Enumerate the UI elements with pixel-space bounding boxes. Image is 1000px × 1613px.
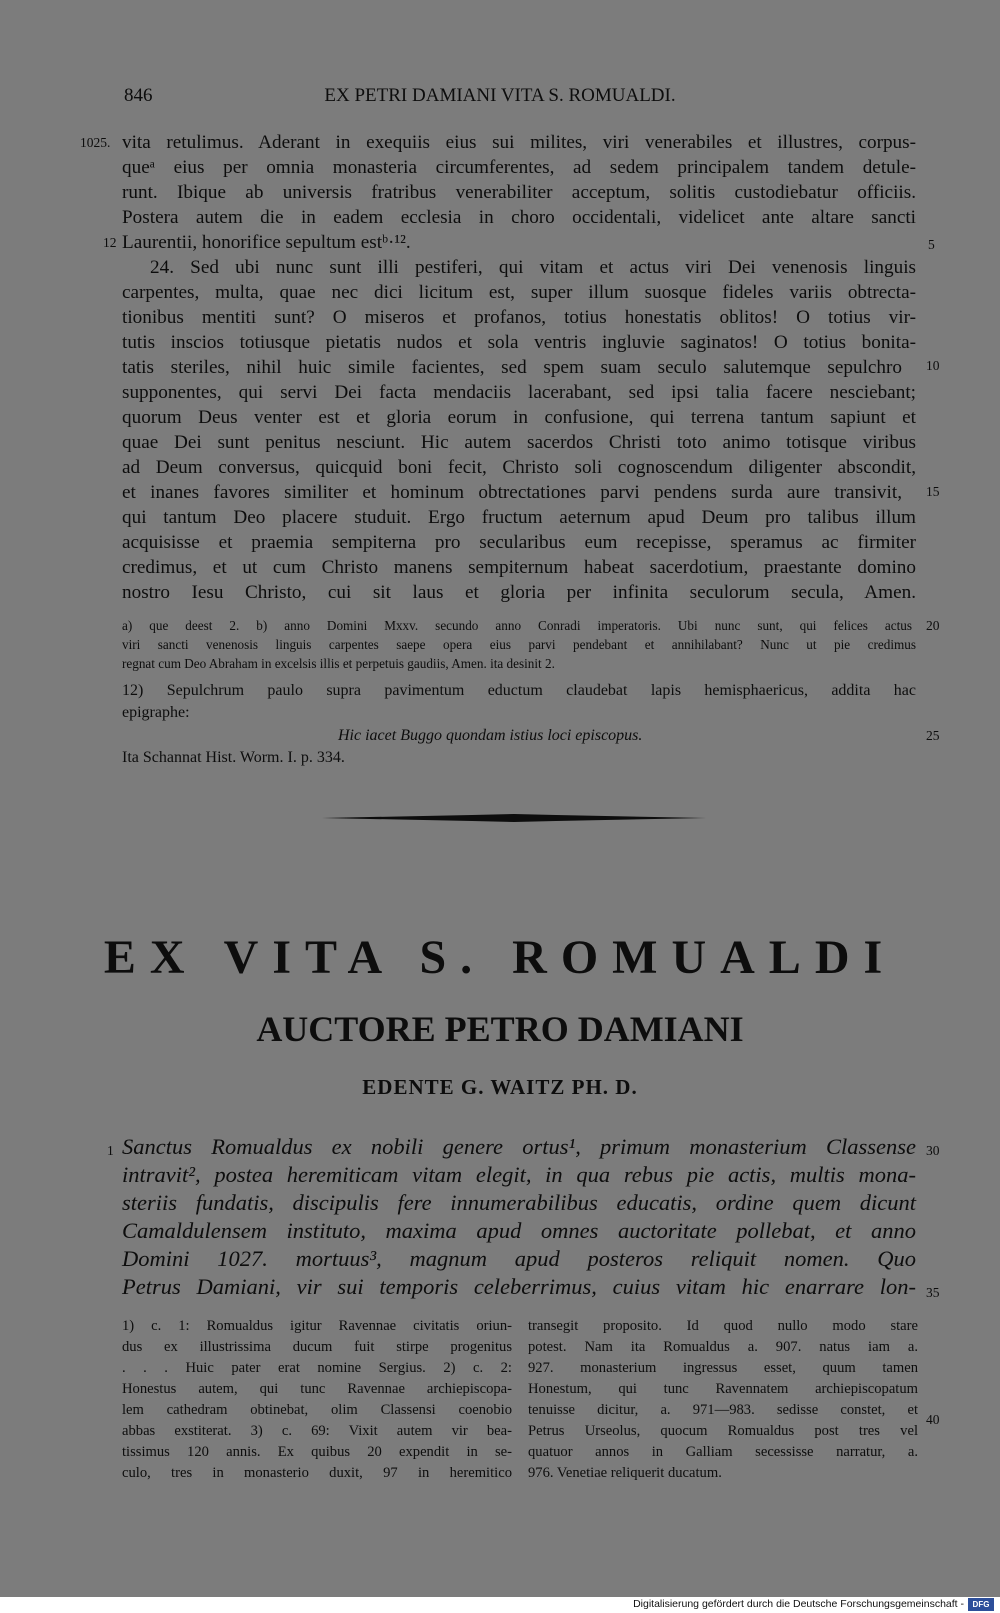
body-line: credimus, et ut cum Christo manens sempiternum habeat sacerdotium, praestante domino [122, 557, 916, 578]
digitization-footer [0, 1597, 1000, 1613]
line-number: 15 [926, 484, 940, 499]
author-line: AUCTORE PETRO DAMIANI [256, 1009, 744, 1049]
intro-line: steriis fundatis, discipulis fere innumerabilibus educatis, ordine quem dicunt [122, 1190, 916, 1215]
body-line: tatis steriles, nihil huic simile facientes, sed spem suam seculo salutemque sepulchro [122, 357, 902, 378]
editor-line: EDENTE G. WAITZ PH. D. [362, 1075, 638, 1099]
note-left-line: tissimus 120 annis. Ex quibus 20 expendit in se- [122, 1444, 512, 1460]
body-line: qui tantum Deo placere studuit. Ergo fructum aeternum apud Deum pro talibus illum [122, 507, 916, 528]
note-left-line: abbas exstiterat. 3) c. 69: Vixit autem vir bea- [122, 1423, 512, 1439]
intro-line: Camaldulensem instituto, maxima apud omnes auctoritate pollebat, et anno [122, 1218, 916, 1243]
body-line: runt. Ibique ab universis fratribus venerabiliter acceptum, solitis custodiebatur officiis. [122, 182, 916, 203]
body-line: quae Dei sunt penitus nesciunt. Hic autem sacerdos Christi toto animo totisque viribus [122, 432, 916, 453]
body-line: tionibus mentiti sunt? O miseros et profanos, totius honestatis oblitos! O totius vir- [122, 307, 916, 328]
note-left-line: Honestus autem, qui tunc Ravennae archiepiscopa- [122, 1381, 512, 1397]
margin-marker: 1 [107, 1143, 114, 1158]
variant-note-line: regnat cum Deo Abraham in excelsis illis et perpetuis gaudiis, Amen. ita desinit 2. [122, 656, 555, 671]
intro-line: intravit², postea heremiticam vitam elegit, in qua rebus pie actis, multis mona- [122, 1162, 916, 1187]
body-line: supponentes, qui servi Dei facta mendaciis lacerabant, sed ipsi talia facere nesciebant; [122, 382, 916, 403]
body-line: tutis inscios totiusque pietatis nudos et sola ventris ingluvie saginatos! O totius bonita- [122, 332, 916, 353]
note-right-line: Petrus Urseolus, quocum Romualdus post tres vel [528, 1423, 918, 1439]
line-number: 40 [926, 1412, 940, 1427]
variant-note-line: viri sancti venenosis linguis carpentes saepe opera eius parvi pendebant et annihilabant? Nunc ut pie credimus [122, 637, 916, 652]
dfg-logo: DFG [968, 1598, 994, 1611]
note-line: 12) Sepulchrum paulo supra pavimentum eductum claudebat lapis hemisphaericus, addita hac [122, 682, 916, 699]
intro-line: Petrus Damiani, vir sui temporis celeberrimus, cuius vitam hic enarrare lon- [122, 1274, 916, 1299]
note-source: Ita Schannat Hist. Worm. I. p. 334. [122, 749, 345, 766]
note-left-line: lem cathedram obtinebat, olim Classensi coenobio [122, 1402, 512, 1418]
margin-footnote-ref: 12 [103, 235, 117, 250]
body-line: et inanes favores similiter et hominum obtrectationes parvi pendens surda aure transivit, [122, 482, 902, 503]
note-left-line: dus ex illustrissima ducum fuit stirpe progenitus [122, 1339, 512, 1355]
body-line: ad Deum conversus, quicquid boni fecit, Christo soli cognoscendum diligenter abscondit, [122, 457, 916, 478]
line-number: 30 [926, 1143, 940, 1158]
note-left-line: . . . Huic pater erat nomine Sergius. 2) c. 2: [122, 1360, 512, 1376]
note-right-line: Honestum, qui tunc Ravennatem archiepiscopatum [528, 1381, 918, 1397]
ornamental-rule [322, 812, 706, 824]
body-line: Postera autem die in eadem ecclesia in choro occidentali, videlicet ante altare sancti [122, 207, 916, 228]
note-right-line: 927. monasterium ingressus esset, quum tamen [528, 1360, 918, 1376]
note-right-line: 976. Venetiae reliquerit ducatum. [528, 1465, 722, 1481]
page-number: 846 [124, 85, 153, 106]
epitaph: Hic iacet Buggo quondam istius loci episcopus. [338, 727, 643, 744]
line-number: 10 [926, 358, 940, 373]
work-title: EX VITA S. ROMUALDI [103, 931, 897, 984]
body-line: 24. Sed ubi nunc sunt illi pestiferi, qui vitam et actus viri Dei venenosis linguis [150, 257, 916, 278]
note-line: epigraphe: [122, 704, 190, 721]
intro-line: Sanctus Romualdus ex nobili genere ortus¹, primum monasterium Classense [122, 1134, 916, 1159]
line-number: 25 [926, 728, 940, 743]
margin-year: 1025. [80, 135, 111, 150]
note-right-line: transegit proposito. Id quod nullo modo stare [528, 1318, 918, 1334]
line-number: 35 [926, 1285, 940, 1300]
body-line: quorum Deus venter est et gloria eorum in confusione, qui terrena tantum sapiunt et [122, 407, 916, 428]
note-left-line: culo, tres in monasterio duxit, 97 in heremitico [122, 1465, 512, 1481]
footer-credit: Digitalisierung gefördert durch die Deutsche Forschungsgemeinschaft - [633, 1598, 964, 1610]
body-line: Laurentii, honorifice sepultum estᵇ·¹². [122, 232, 411, 253]
body-line: vita retulimus. Aderant in exequiis eius sui milites, viri venerabiles et illustres, corpus- [122, 132, 916, 153]
running-title: EX PETRI DAMIANI VITA S. ROMUALDI. [324, 85, 676, 106]
note-right-line: tenuisse dicitur, a. 971—983. sedisse constet, et [528, 1402, 918, 1418]
note-right-line: potest. Nam ita Romualdus a. 907. natus iam a. [528, 1339, 918, 1355]
note-right-line: quatuor annos in Galliam secessisse narratur, a. [528, 1444, 918, 1460]
body-line: queᵃ eius per omnia monasteria circumferentes, ad sedem principalem tandem detule- [122, 157, 916, 178]
variant-note-line: a) que deest 2. b) anno Domini Mxxv. secundo anno Conradi imperatoris. Ubi nunc sunt, qui felices actus [122, 618, 912, 633]
intro-line: Domini 1027. mortuus³, magnum apud posteros reliquit nomen. Quo [122, 1246, 916, 1271]
line-number: 5 [928, 237, 935, 252]
body-line: nostro Iesu Christo, cui sit laus et gloria per infinita seculorum secula, Amen. [122, 582, 916, 603]
line-number: 20 [926, 618, 940, 633]
body-line: acquisisse et praemia sempiterna pro secularibus eum recepisse, speramus ac firmiter [122, 532, 916, 553]
note-left-line: 1) c. 1: Romualdus igitur Ravennae civitatis oriun- [122, 1318, 512, 1334]
body-line: carpentes, multa, quae nec dici licitum est, super illum suosque fideles variis obtrecta- [122, 282, 916, 303]
